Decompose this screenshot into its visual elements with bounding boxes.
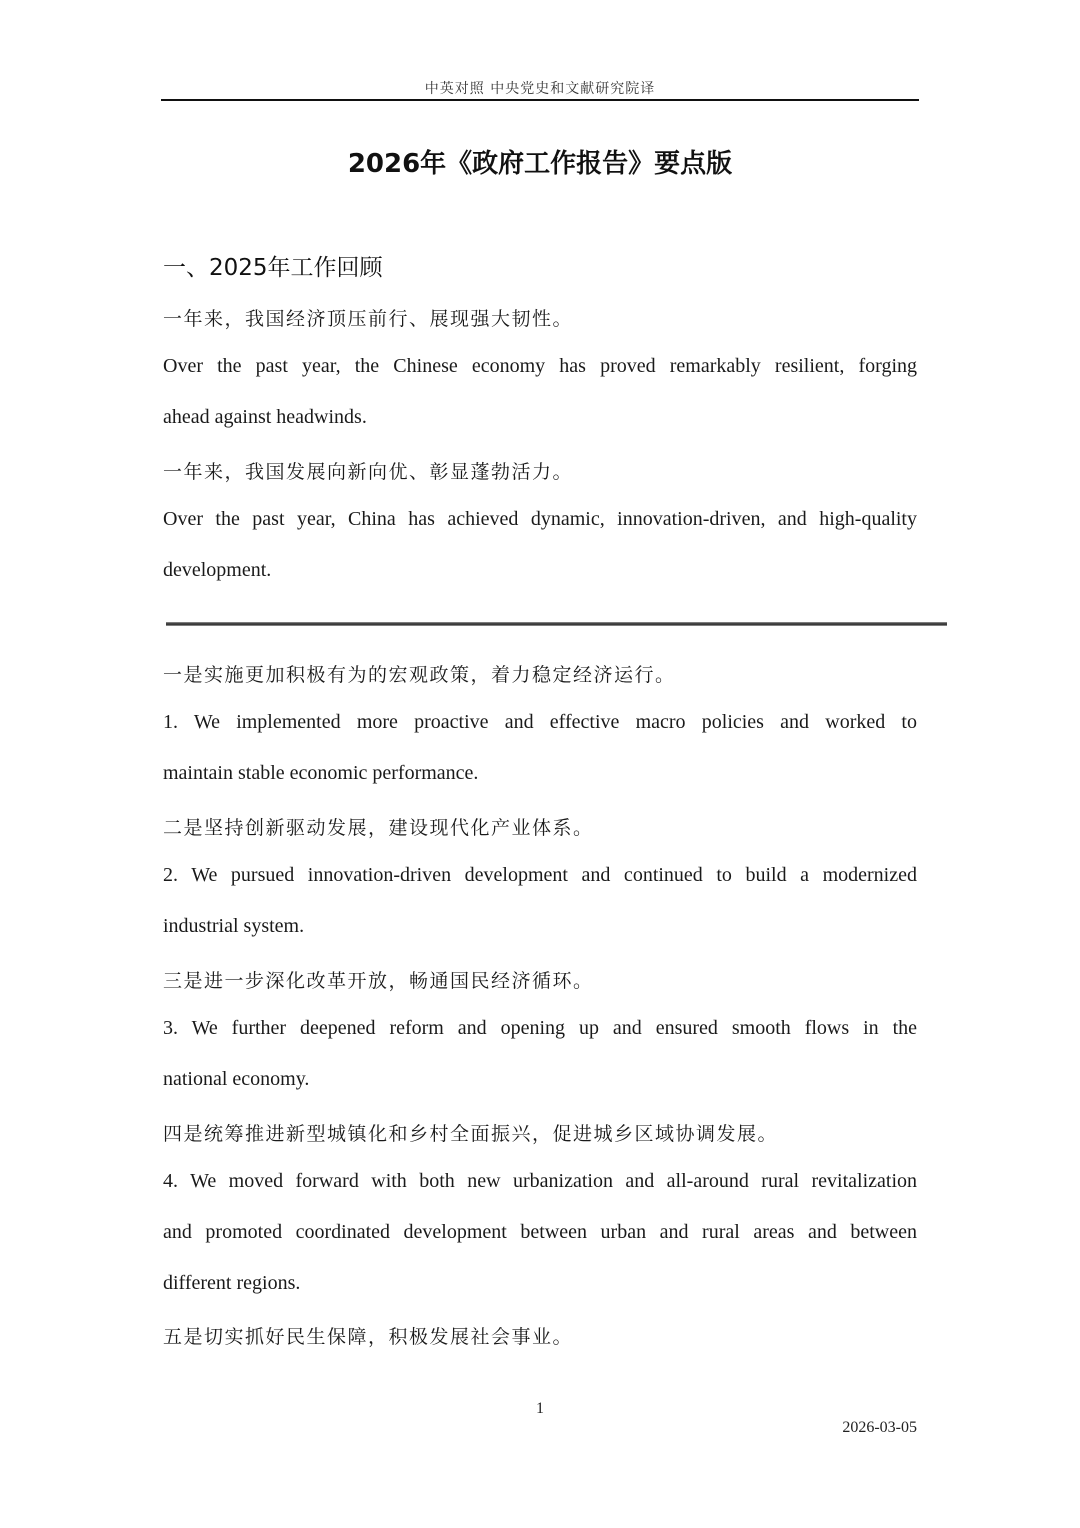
point-3-en-line-1: 3. We further deepened reform and opening up and ensured smooth flows in the <box>163 1017 917 1039</box>
point-2-zh: 二是坚持创新驱动发展，建设现代化产业体系。 <box>163 817 594 839</box>
point-1-en-line-2: maintain stable economic performance. <box>163 762 479 784</box>
section-divider <box>166 622 947 626</box>
running-header: 中英对照 中央党史和文献研究院译 <box>424 81 656 97</box>
point-4-en-line-1: 4. We moved forward with both new urbanization and all-around rural revitalization <box>163 1170 917 1192</box>
intro-2-zh: 一年来，我国发展向新向优、彰显蓬勃活力。 <box>163 461 574 483</box>
point-5-zh: 五是切实抓好民生保障，积极发展社会事业。 <box>163 1326 574 1348</box>
intro-1-en-line-1: Over the past year, the Chinese economy has proved remarkably resilient, forging <box>163 355 917 377</box>
point-4-en-line-2: and promoted coordinated development between urban and rural areas and between <box>163 1221 917 1243</box>
point-4-zh: 四是统筹推进新型城镇化和乡村全面振兴，促进城乡区域协调发展。 <box>163 1123 779 1145</box>
point-2-en-line-1: 2. We pursued innovation-driven development and continued to build a modernized <box>163 864 917 886</box>
intro-2-en-line-2: development. <box>163 559 272 581</box>
intro-1-en-line-2: ahead against headwinds. <box>163 406 367 428</box>
section-heading: 一、2025年工作回顾 <box>163 255 383 281</box>
document-date: 2026-03-05 <box>842 1419 917 1436</box>
intro-1-zh: 一年来，我国经济顶压前行、展现强大韧性。 <box>163 308 574 330</box>
header-rule <box>161 99 919 101</box>
point-4-en-line-3: different regions. <box>163 1272 301 1294</box>
intro-2-en-line-1: Over the past year, China has achieved dynamic, innovation-driven, and high-quality <box>163 508 917 530</box>
point-1-zh: 一是实施更加积极有为的宏观政策，着力稳定经济运行。 <box>163 664 676 686</box>
point-2-en-line-2: industrial system. <box>163 915 305 937</box>
point-3-en-line-2: national economy. <box>163 1068 310 1090</box>
page-number: 1 <box>536 1400 544 1417</box>
point-1-en-line-1: 1. We implemented more proactive and effective macro policies and worked to <box>163 711 917 733</box>
point-3-zh: 三是进一步深化改革开放，畅通国民经济循环。 <box>163 970 594 992</box>
document-title: 2026年《政府工作报告》要点版 <box>347 149 733 179</box>
